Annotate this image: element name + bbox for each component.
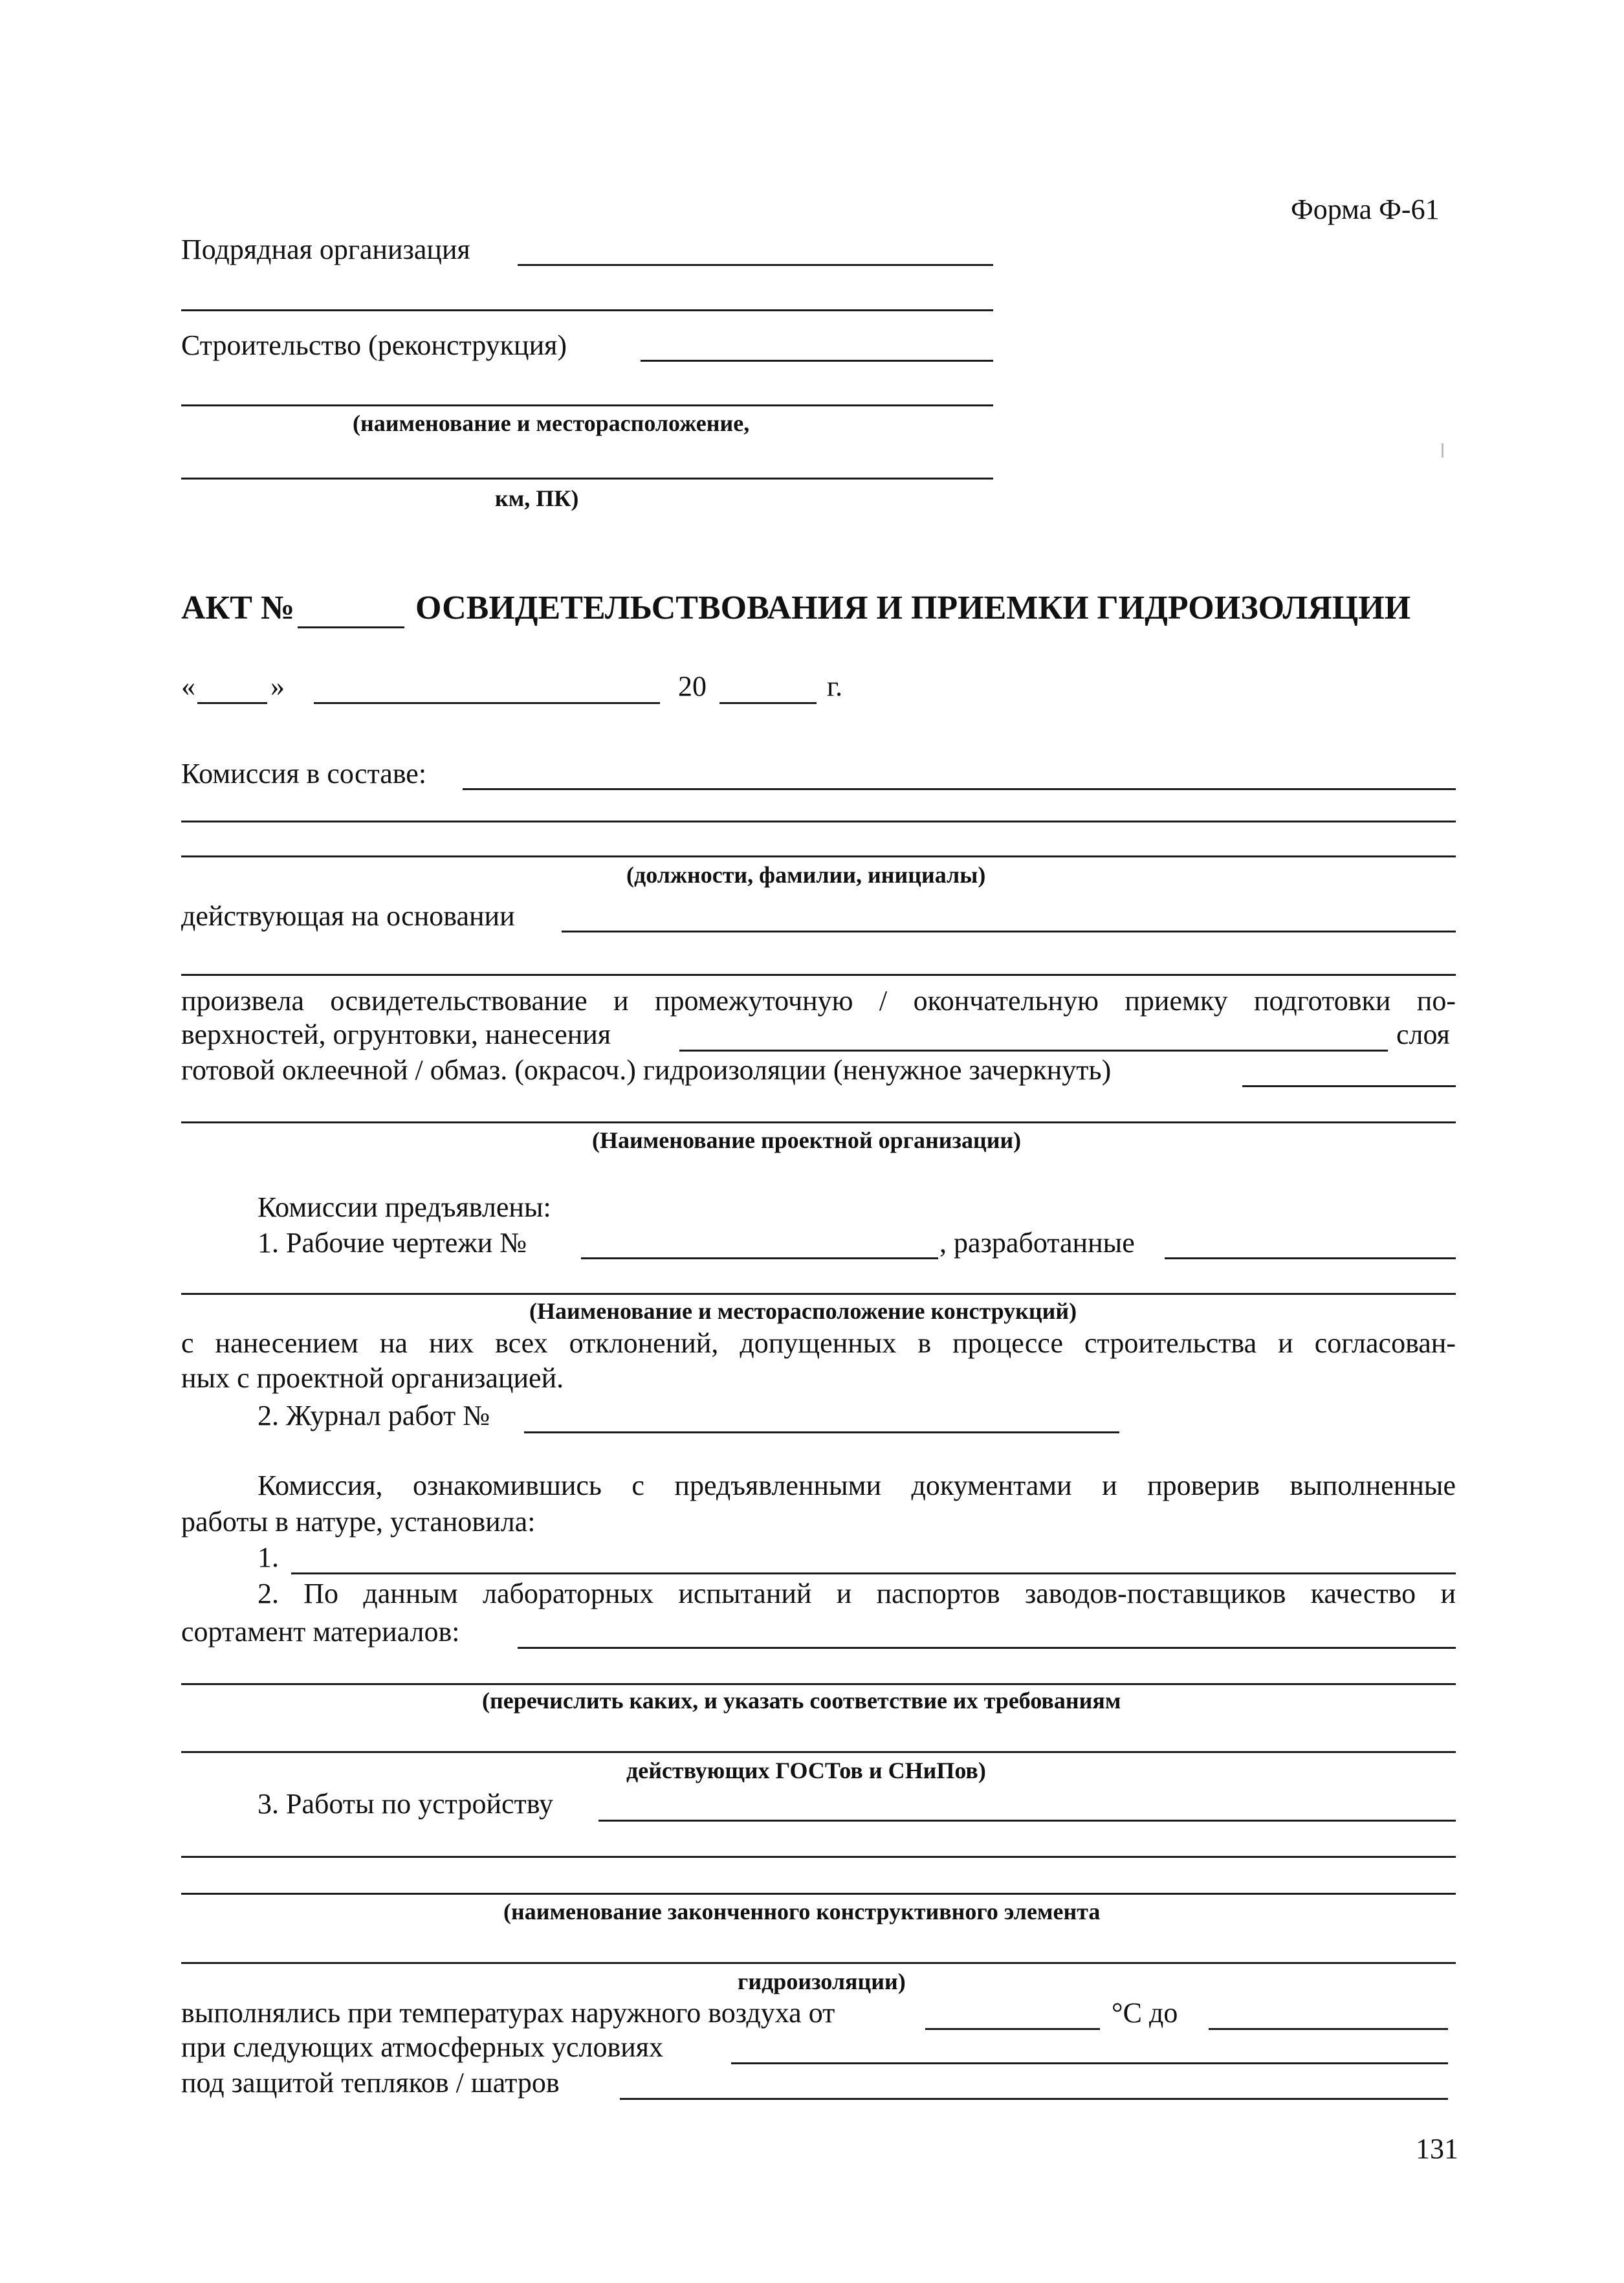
basis-field-line2[interactable] [181, 974, 1456, 976]
works-field-line4[interactable] [181, 1962, 1456, 1964]
temperature-to-label: °С до [1112, 1997, 1178, 2029]
caption-element: (наименование законченного конструктивного элемента [503, 1899, 1101, 1925]
date-close-quote: » [270, 670, 285, 702]
works-label: 3. Работы по устройству [258, 1788, 554, 1820]
waterproofing-type-field[interactable] [1242, 1085, 1456, 1087]
form-label: Форма Ф-61 [1291, 193, 1440, 225]
temperature-to-field[interactable] [1209, 2028, 1448, 2030]
weather-label: при следующих атмосферных условиях [181, 2031, 664, 2063]
developed-by-label: , разработанные [939, 1227, 1135, 1259]
caption-name-location: (наименование и месторасположение, [353, 410, 750, 436]
act-title: ОСВИДЕТЕЛЬСТВОВАНИЯ И ПРИЕМКИ ГИДРОИЗОЛЯЦИИ [415, 590, 1411, 626]
date-year-field[interactable] [719, 702, 817, 704]
date-month-field[interactable] [314, 702, 660, 704]
presented-header: Комиссии предъявлены: [258, 1191, 551, 1223]
scan-mark [1442, 443, 1443, 458]
works-field[interactable] [598, 1820, 1456, 1822]
contractor-field[interactable] [518, 264, 993, 266]
page-number: 131 [1416, 2133, 1458, 2165]
temperature-label: выполнялись при температурах наружного воздуха от [181, 1997, 835, 2029]
shelter-field[interactable] [620, 2098, 1448, 2100]
finding-2-line1: 2. По данным лабораторных испытаний и паспортов заводов-поставщиков качество и [258, 1578, 1456, 1609]
commission-label: Комиссия в составе: [181, 758, 427, 789]
caption-waterproofing: гидроизоляции) [738, 1969, 906, 1994]
materials-field-line2[interactable] [181, 1683, 1456, 1685]
construction-label: Строительство (реконструкция) [181, 329, 567, 361]
inspection-text-line2: верхностей, огрунтовки, нанесения [181, 1019, 611, 1050]
materials-field-line3[interactable] [181, 1751, 1456, 1753]
construction-field-line2[interactable] [181, 404, 993, 406]
drawings-number-field[interactable] [581, 1257, 938, 1259]
layer-field[interactable] [679, 1050, 1388, 1052]
deviations-text-line2: ных с проектной организацией. [181, 1362, 564, 1394]
findings-intro-line2: работы в натуре, установила: [181, 1506, 536, 1538]
inspection-layer-label: слоя [1396, 1019, 1450, 1050]
shelter-label: под защитой тепляков / шатров [181, 2067, 560, 2099]
date-year-suffix: г. [827, 670, 843, 702]
caption-gost: действующих ГОСТов и СНиПов) [626, 1758, 986, 1783]
finding-1-label: 1. [258, 1541, 279, 1573]
commission-field[interactable] [463, 788, 1456, 790]
inspection-text-line3: готовой оклеечной / обмаз. (окрасоч.) гидроизоляции (ненужное зачеркнуть) [181, 1054, 1112, 1086]
construction-field[interactable] [641, 360, 993, 362]
date-open-quote: « [181, 670, 195, 702]
drawings-label: 1. Рабочие чертежи № [258, 1227, 527, 1259]
construction-field-line3[interactable] [181, 478, 993, 480]
developed-by-field[interactable] [1165, 1257, 1456, 1259]
act-number-field[interactable] [298, 626, 404, 628]
basis-field[interactable] [562, 931, 1456, 932]
findings-intro-line1: Комиссия, ознакомившись с предъявленными документами и проверив выполненные [258, 1470, 1456, 1501]
temperature-from-field[interactable] [925, 2028, 1100, 2030]
work-log-field[interactable] [524, 1431, 1119, 1433]
finding-1-field[interactable] [291, 1572, 1456, 1574]
basis-label: действующая на основании [181, 900, 515, 932]
caption-positions: (должности, фамилии, инициалы) [626, 862, 986, 888]
materials-field[interactable] [518, 1647, 1456, 1649]
design-org-field[interactable] [181, 1121, 1456, 1123]
deviations-text-line1: с нанесением на них всех отклонений, допущенных в процессе строительства и согласован- [181, 1327, 1456, 1359]
works-field-line2[interactable] [181, 1856, 1456, 1858]
caption-design-org: (Наименование проектной организации) [592, 1127, 1022, 1153]
act-title-prefix: АКТ № [181, 590, 295, 626]
structures-field[interactable] [181, 1293, 1456, 1295]
caption-structures: (Наименование и месторасположение конструкций) [529, 1298, 1077, 1324]
caption-km-pk: км, ПК) [495, 485, 579, 511]
commission-field-line3[interactable] [181, 855, 1456, 857]
contractor-field-line2[interactable] [181, 309, 993, 311]
works-field-line3[interactable] [181, 1893, 1456, 1895]
commission-field-line2[interactable] [181, 821, 1456, 822]
weather-field[interactable] [731, 2062, 1448, 2064]
date-day-field[interactable] [197, 702, 267, 704]
date-year-prefix: 20 [678, 670, 707, 702]
materials-label: сортамент материалов: [181, 1616, 460, 1648]
work-log-label: 2. Журнал работ № [258, 1400, 490, 1431]
caption-list-materials: (перечислить каких, и указать соответствие их требованиям [482, 1688, 1121, 1714]
inspection-text-line1: произвела освидетельствование и промежуточную / окончательную приемку подготовки по- [181, 985, 1456, 1017]
contractor-label: Подрядная организация [181, 234, 470, 265]
